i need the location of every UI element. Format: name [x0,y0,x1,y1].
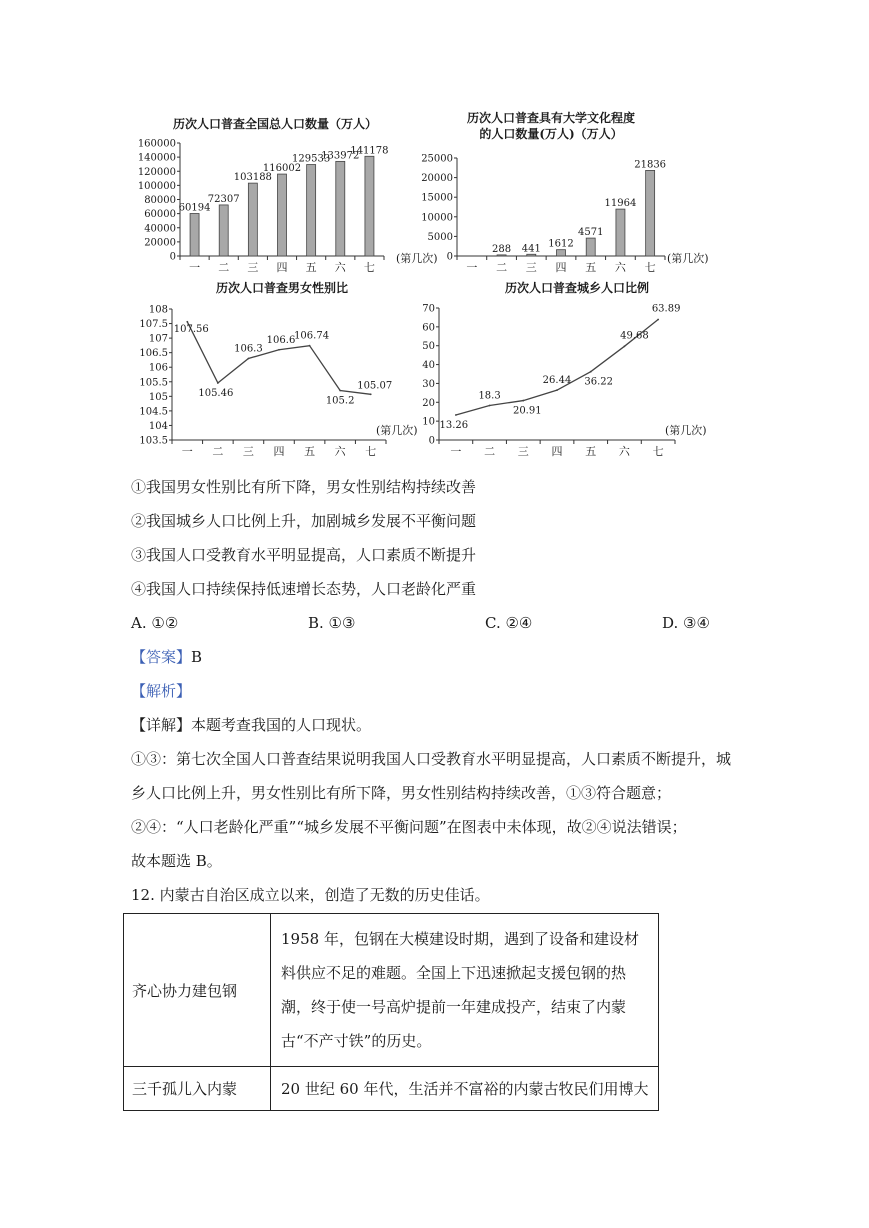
data-label: 20.91 [512,405,542,417]
data-label: 18.3 [478,390,501,402]
chart-title-line1: 历次人口普查具有大学文化程度 [466,111,636,125]
data-point [556,389,558,391]
x-tick-label: 二 [484,445,496,458]
detail-line-2: 乡人口比例上升，男女性别比有所下降，男女性别结构持续改善，①③符合题意； [131,784,672,802]
x-tick-label: 七 [363,261,375,274]
question-12-stem: 12. 内蒙古自治区成立以来，创造了无数的历史佳话。 [131,886,490,904]
statement-3: ③我国人口受教育水平明显提高，人口素质不断提升 [131,546,477,564]
answer-value: B [191,648,203,666]
y-tick-label: 107.5 [139,319,168,331]
y-tick-label: 160000 [137,138,176,150]
x-tick-label: 二 [496,261,508,274]
table-row [124,914,659,1067]
x-unit-label: (第几次) [667,252,709,265]
x-tick-label: 三 [525,261,537,274]
data-label: 60194 [178,202,211,214]
y-tick-label: 104 [148,420,168,432]
x-tick-label: 一 [181,445,193,458]
data-point [278,349,280,351]
y-tick-label: 30 [422,378,435,390]
x-tick-label: 四 [276,261,288,274]
data-label: 105.07 [357,380,393,392]
bar [307,165,316,256]
bar [248,183,257,256]
y-tick-label: 5000 [427,231,453,243]
y-tick-label: 15000 [421,192,453,204]
y-tick-label: 104.5 [139,406,168,418]
y-tick-label: 100000 [137,180,176,192]
analysis-line [131,680,191,702]
x-tick-label: 四 [551,445,563,458]
chart-university-population [415,110,725,274]
data-label: 49.68 [620,330,649,342]
data-point [309,345,311,347]
analysis-label: 【解析】 [131,682,192,700]
y-tick-label: 10000 [421,212,453,224]
data-point [186,321,188,323]
y-tick-label: 20 [422,397,435,409]
row-content: 20 世纪 60 年代，生活并不富裕的内蒙古牧民们用博大 [271,1067,659,1111]
bar [616,209,625,256]
chart-title: 历次人口普查城乡人口比例 [504,281,650,295]
y-tick-label: 140000 [137,152,176,164]
bar [586,238,595,256]
x-tick-label: 七 [652,445,664,458]
bar [646,170,655,256]
data-label: 13.26 [439,419,469,431]
y-tick-label: 10 [422,416,435,428]
data-label: 106.3 [234,343,263,355]
choice-d[interactable]: D. ③④ [662,614,710,632]
x-tick-label: 五 [304,445,316,458]
x-unit-label: (第几次) [376,424,418,437]
data-label: 105.46 [198,387,234,399]
y-tick-label: 0 [446,251,453,263]
statement-4: ④我国人口持续保持低速增长态势，人口老龄化严重 [131,580,477,598]
data-point [590,371,592,373]
data-label: 72307 [207,193,240,205]
row-title: 齐心协力建包钢 [124,914,271,1067]
y-tick-label: 105.5 [139,377,168,389]
bar [219,205,228,256]
y-tick-label: 0 [428,435,435,447]
y-tick-label: 60000 [144,209,176,221]
detail-intro: 本题考查我国的人口现状。 [191,716,372,734]
y-tick-label: 25000 [421,153,453,165]
x-tick-label: 一 [189,261,201,274]
row-title: 三千孤儿入内蒙 [124,1067,271,1111]
x-tick-label: 七 [365,445,377,458]
chart-title: 历次人口普查全国总人口数量（万人） [172,117,378,131]
x-tick-label: 二 [212,445,224,458]
data-label: 11964 [604,198,637,210]
chart-title-line2: 的人口数量(万人)（万人） [479,127,623,141]
bar [497,255,506,256]
y-tick-label: 105 [148,391,168,403]
detail-intro-line [131,714,371,736]
data-label: 129533 [292,153,331,165]
y-tick-label: 80000 [144,195,176,206]
y-tick-label: 108 [148,304,168,316]
x-tick-label: 五 [585,261,597,274]
statement-1: ①我国男女性别比有所下降，男女性别结构持续改善 [131,478,477,496]
y-tick-label: 120000 [137,166,176,178]
choice-c[interactable]: C. ②④ [485,614,533,632]
data-label: 133972 [321,150,360,162]
data-point [217,382,219,384]
x-tick-label: 六 [614,261,626,274]
data-point [370,393,372,395]
row-content: 1958 年，包钢在大模建设时期，遇到了设备和建设材料供应不足的难题。全国上下迅速掀起支援包钢的热潮，终于使一号高炉提前一年建成投产，结束了内蒙古“不产寸铁”的历史。 [271,914,659,1067]
data-label: 105.2 [325,395,355,407]
bar [557,250,566,256]
data-point [248,358,250,360]
data-label: 26.44 [542,375,572,387]
x-tick-label: 二 [218,261,230,274]
data-point [657,319,659,321]
x-tick-label: 五 [305,261,317,274]
x-tick-label: 一 [450,445,462,458]
y-tick-label: 106.5 [139,348,168,360]
detail-line-3: ②④：“人口老龄化严重”“城乡发展不平衡问题”在图表中未体现，故②④说法错误； [131,818,687,836]
y-tick-label: 50 [422,341,435,353]
y-tick-label: 107 [148,333,168,345]
y-tick-label: 0 [169,251,176,263]
question-12-table [123,913,659,1111]
x-tick-label: 三 [517,445,529,458]
y-tick-label: 106 [148,362,168,374]
data-label: 36.22 [584,376,614,388]
data-label: 116002 [262,163,302,175]
data-point [339,390,341,392]
answer-line [131,646,202,668]
y-tick-label: 60 [422,322,435,334]
y-tick-label: 103.5 [139,435,168,447]
x-tick-label: 一 [466,261,478,274]
x-tick-label: 三 [247,261,259,274]
data-label: 21836 [634,159,667,171]
x-unit-label: (第几次) [665,424,707,437]
data-label: 441 [521,243,541,255]
series-line [187,322,370,394]
detail-line-1: ①③：第七次全国人口普查结果说明我国人口受教育水平明显提高，人口素质不断提升，城 [131,750,732,768]
y-tick-label: 20000 [144,237,176,249]
x-tick-label: 六 [334,261,346,274]
table-row [124,1067,659,1111]
y-tick-label: 70 [422,303,435,315]
data-label: 106.6 [266,334,296,346]
statement-2: ②我国城乡人口比例上升，加剧城乡发展不平衡问题 [131,512,477,530]
choice-a[interactable]: A. ①② [131,614,179,632]
x-tick-label: 四 [555,261,567,274]
data-label: 63.89 [651,303,681,315]
chart-urban-rural [415,278,725,463]
data-point [489,405,491,407]
x-tick-label: 六 [618,445,630,458]
data-point [455,414,457,416]
data-point [522,400,524,402]
x-tick-label: 五 [585,445,597,458]
answer-label: 【答案】 [131,648,192,666]
detail-label: 【详解】 [131,716,192,734]
data-label: 103188 [233,172,272,184]
data-label: 141178 [350,145,389,157]
data-label: 4571 [577,227,604,239]
data-label: 107.56 [173,323,209,335]
data-point [624,345,626,347]
bar [278,174,287,256]
detail-line-4: 故本题选 B。 [131,852,222,870]
bar [365,156,374,256]
chart-sex-ratio [130,278,430,463]
chart-title: 历次人口普查男女性别比 [215,281,349,295]
y-tick-label: 20000 [421,173,453,185]
bar [190,213,199,256]
x-tick-label: 六 [334,445,346,458]
bar [527,254,536,256]
y-tick-label: 40 [422,360,435,372]
data-label: 288 [492,243,512,255]
x-unit-label: (第几次) [396,252,438,265]
x-tick-label: 三 [242,445,254,458]
data-label: 1612 [548,238,574,250]
bar [336,161,345,256]
x-tick-label: 七 [644,261,656,274]
x-tick-label: 四 [273,445,285,458]
data-label: 106.74 [294,330,330,342]
y-tick-label: 40000 [144,223,176,235]
choice-b[interactable]: B. ①③ [308,614,356,632]
